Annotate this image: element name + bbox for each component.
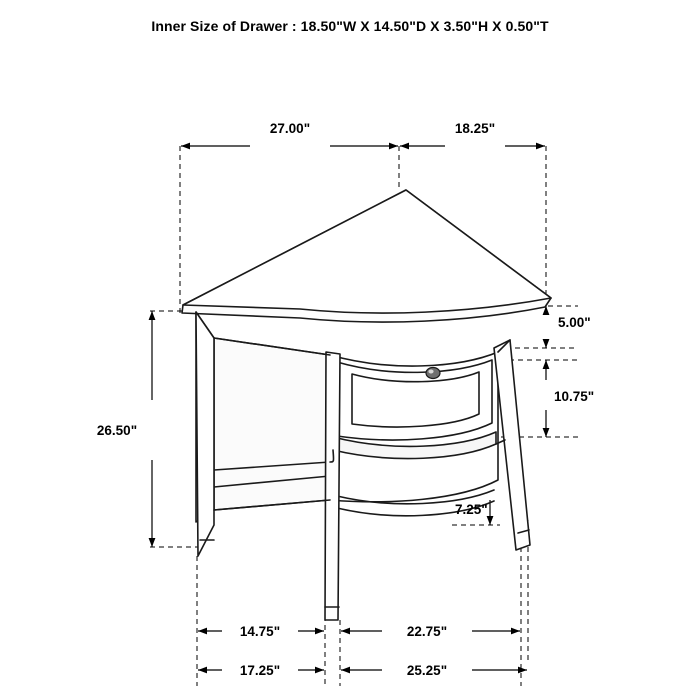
dim-label-drawer-to-shelf: 10.75" <box>554 389 595 404</box>
table-top-surface <box>183 190 551 313</box>
left-side-panel <box>214 338 330 510</box>
back-left-leg <box>196 312 214 556</box>
dim-label-top-width-right: 18.25" <box>454 121 496 136</box>
page-title: Inner Size of Drawer : 18.50"W X 14.50"D X 3.50"H X 0.50"T <box>151 18 549 34</box>
front-right-leg <box>494 340 530 550</box>
dim-label-base-depth-inner: 14.75" <box>239 624 281 639</box>
dim-label-height-total: 26.50" <box>96 423 138 438</box>
drawer-knob <box>426 368 440 379</box>
front-left-leg <box>325 352 340 620</box>
dim-label-shelf-height: 7.25" <box>455 502 488 517</box>
dim-label-base-width-inner: 22.75" <box>406 624 448 639</box>
dim-label-base-depth-outer: 17.25" <box>239 663 281 678</box>
dim-label-top-to-drawer: 5.00" <box>558 315 591 330</box>
dim-label-top-width-left: 27.00" <box>269 121 311 136</box>
dim-label-base-width-outer: 25.25" <box>406 663 448 678</box>
nightstand-drawing <box>182 190 551 620</box>
